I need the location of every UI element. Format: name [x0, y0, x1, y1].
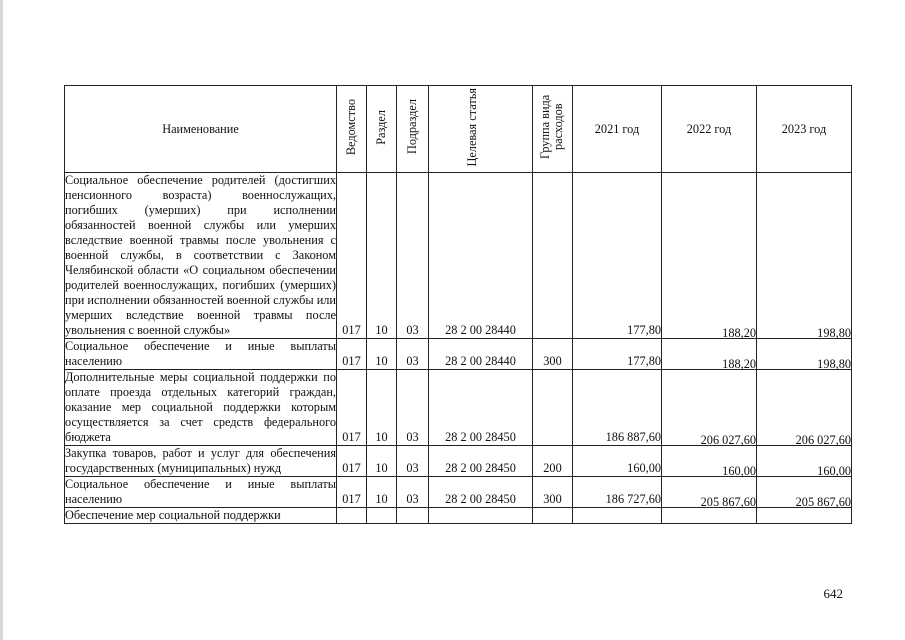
row-2022: 205 867,60	[662, 477, 757, 508]
row-2021: 177,80	[573, 173, 662, 339]
row-gruppa: 300	[533, 339, 573, 370]
row-gruppa	[533, 508, 573, 524]
row-tsel	[429, 508, 533, 524]
header-gruppa-vida-raskhodov: Группа вида расходов	[533, 86, 573, 173]
row-2023: 198,80	[757, 173, 852, 339]
row-name: Обеспечение мер социальной поддержки	[65, 508, 337, 524]
row-podrazdel: 03	[397, 370, 429, 446]
row-2023: 206 027,60	[757, 370, 852, 446]
header-tselevaya-statya: Целевая статья	[429, 86, 533, 173]
header-podrazdel: Подраздел	[397, 86, 429, 173]
row-2021: 160,00	[573, 446, 662, 477]
table-row	[65, 370, 852, 446]
row-gruppa: 200	[533, 446, 573, 477]
row-2023: 160,00	[757, 446, 852, 477]
row-2023: 198,80	[757, 339, 852, 370]
row-name: Социальное обеспечение и иные выплаты населению	[65, 477, 336, 506]
table-row	[65, 173, 852, 339]
row-podrazdel: 03	[397, 339, 429, 370]
table-row	[65, 339, 852, 370]
row-podrazdel: 03	[397, 173, 429, 339]
row-2022: 160,00	[662, 446, 757, 477]
header-2022: 2022 год	[662, 86, 757, 173]
header-vedomstvo: Ведомство	[337, 86, 367, 173]
row-ved	[337, 508, 367, 524]
row-2022: 206 027,60	[662, 370, 757, 446]
header-2021: 2021 год	[573, 86, 662, 173]
row-ved: 017	[337, 446, 367, 477]
row-tsel: 28 2 00 28450	[429, 446, 533, 477]
row-podrazdel: 03	[397, 446, 429, 477]
budget-table	[64, 85, 852, 524]
page-number: 642	[823, 586, 843, 601]
row-2023: 205 867,60	[757, 477, 852, 508]
row-razdel: 10	[367, 477, 397, 508]
row-ved: 017	[337, 173, 367, 339]
row-name: Социальное обеспечение и иные выплаты населению	[65, 339, 336, 368]
row-2022: 188,20	[662, 173, 757, 339]
row-name: Закупка товаров, работ и услуг для обеспечения государственных (муниципальных) нужд	[65, 446, 336, 475]
row-ved: 017	[337, 477, 367, 508]
row-podrazdel	[397, 508, 429, 524]
row-razdel	[367, 508, 397, 524]
row-tsel: 28 2 00 28440	[429, 173, 533, 339]
row-razdel: 10	[367, 173, 397, 339]
row-2021: 186 727,60	[573, 477, 662, 508]
table-row	[65, 508, 852, 524]
scan-edge-shadow	[0, 0, 3, 640]
table-row	[65, 477, 852, 508]
row-tsel: 28 2 00 28450	[429, 477, 533, 508]
row-tsel: 28 2 00 28450	[429, 370, 533, 446]
table-header-row	[65, 86, 852, 173]
row-2022	[662, 508, 757, 524]
row-razdel: 10	[367, 370, 397, 446]
row-name: Социальное обеспечение родителей (достигших пенсионного возраста) военнослужащих, погибших (умерших) при исполнении обязанностей военной службы или умерших вследствие военной травмы после увольнения с военной службы, в соответствии с Законом Челябинской области «О социальном обеспечении родителей военнослужащих, погибших (умерших) при исполнении обязанностей военной службы или умерших вследствие военной травмы после увольнения с военной службы»	[65, 173, 336, 337]
row-ved: 017	[337, 370, 367, 446]
row-2021: 186 887,60	[573, 370, 662, 446]
header-razdel: Раздел	[367, 86, 397, 173]
row-podrazdel: 03	[397, 477, 429, 508]
row-name: Дополнительные меры социальной поддержки по оплате проезда отдельных категорий граждан, оказание мер социальной поддержки которым осуществляется за счет средств федерального бюджета	[65, 370, 336, 444]
row-2021	[573, 508, 662, 524]
header-2023: 2023 год	[757, 86, 852, 173]
row-2021: 177,80	[573, 339, 662, 370]
row-razdel: 10	[367, 446, 397, 477]
row-gruppa	[533, 370, 573, 446]
row-tsel: 28 2 00 28440	[429, 339, 533, 370]
row-gruppa	[533, 173, 573, 339]
table-row	[65, 446, 852, 477]
row-2022: 188,20	[662, 339, 757, 370]
row-gruppa: 300	[533, 477, 573, 508]
row-2023	[757, 508, 852, 524]
header-name: Наименование	[65, 86, 337, 173]
row-razdel: 10	[367, 339, 397, 370]
row-ved: 017	[337, 339, 367, 370]
